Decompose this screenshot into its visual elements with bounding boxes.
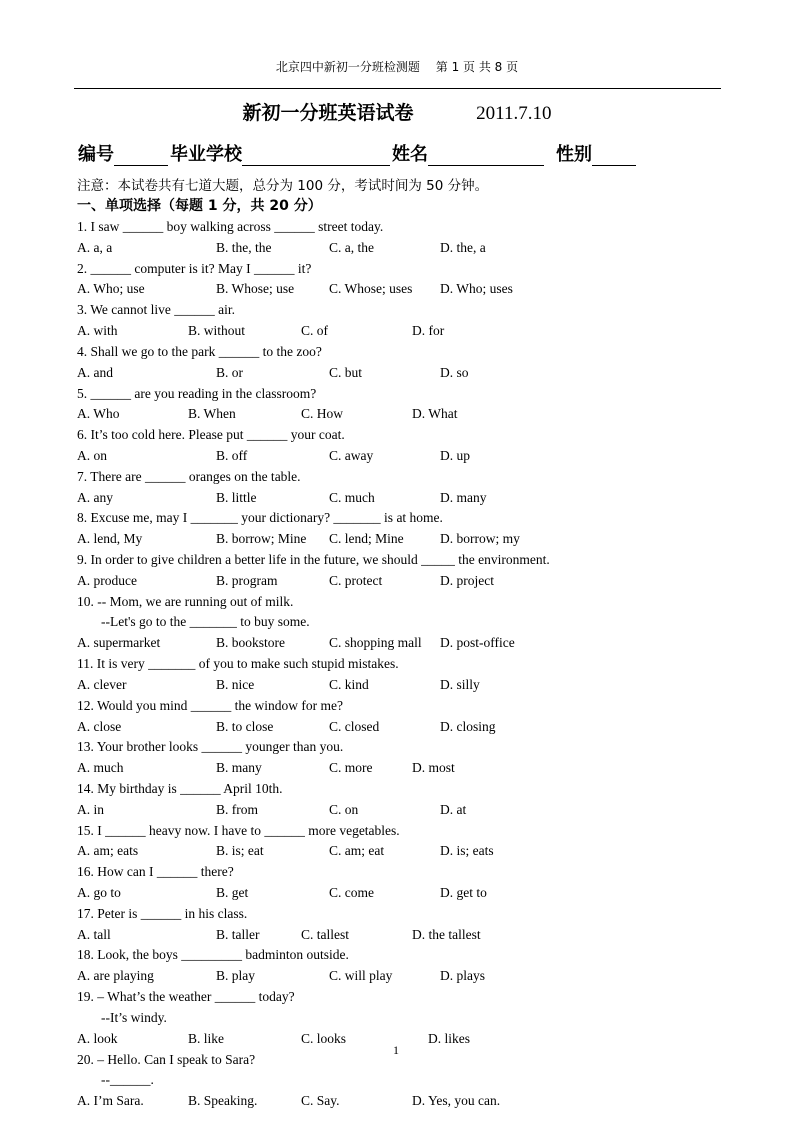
question-options: [77, 758, 737, 779]
page-number: 1: [393, 1043, 399, 1057]
question-options: [77, 966, 737, 987]
question-options: [77, 633, 737, 654]
option-d[interactable]: D. for: [412, 323, 445, 339]
option-b[interactable]: B. get: [216, 885, 249, 900]
option-a[interactable]: A. I’m Sara.: [77, 1093, 144, 1109]
option-d[interactable]: D. likes: [428, 1030, 470, 1046]
option-d[interactable]: D. most: [412, 760, 455, 776]
question-options: [77, 238, 737, 259]
option-a[interactable]: A. look: [77, 1030, 118, 1046]
paper-date: 2011.7.10: [476, 103, 552, 124]
option-d[interactable]: D. What: [412, 406, 458, 422]
option-c[interactable]: C. shopping mall: [329, 635, 422, 651]
option-b[interactable]: B. to close: [216, 718, 274, 734]
question-stem: 8. Excuse me, may I _______ your dictionary? _______ is at home.: [77, 510, 443, 526]
question-stem: 3. We cannot live ______ air.: [77, 302, 236, 318]
option-c[interactable]: C. will play: [329, 968, 393, 984]
question-options: [77, 841, 737, 862]
option-a[interactable]: A. on: [77, 447, 107, 463]
number-blank[interactable]: [114, 147, 168, 166]
number-label: 编号: [78, 144, 114, 165]
question-stem: 6. It’s too cold here. Please put ______ your coat.: [77, 427, 345, 443]
option-a[interactable]: A. lend, My: [77, 531, 143, 547]
option-a[interactable]: A. close: [77, 718, 122, 734]
question-options: [77, 800, 737, 821]
option-a[interactable]: A. with: [77, 323, 118, 339]
option-c[interactable]: C. come: [329, 885, 374, 900]
option-b[interactable]: B. without: [188, 323, 246, 339]
option-b[interactable]: B. borrow; Mine: [216, 531, 307, 547]
header-divider: [74, 88, 721, 89]
question-stem: 5. ______ are you reading in the classroom?: [77, 385, 317, 401]
option-a[interactable]: A. clever: [77, 676, 127, 692]
option-a[interactable]: A. any: [77, 489, 113, 505]
option-b[interactable]: B. like: [188, 1030, 224, 1046]
option-a[interactable]: A. Who; use: [77, 281, 145, 297]
option-b[interactable]: B. Speaking.: [188, 1093, 258, 1109]
option-b[interactable]: B. is; eat: [216, 843, 264, 859]
option-d[interactable]: D. Yes, you can.: [412, 1093, 501, 1109]
option-c[interactable]: C. kind: [329, 676, 369, 692]
school-blank[interactable]: [242, 147, 390, 166]
question-options: [77, 883, 737, 904]
question-options: [77, 279, 737, 300]
paper-title-text: 新初一分班英语试卷: [242, 102, 414, 124]
option-a[interactable]: A. and: [77, 364, 113, 380]
question-options: [77, 446, 737, 467]
question-dialog-line: --It’s windy.: [101, 1009, 167, 1025]
option-a[interactable]: A. Who: [77, 406, 120, 422]
option-a[interactable]: A. in: [77, 801, 104, 817]
gender-blank[interactable]: [592, 147, 636, 166]
option-d[interactable]: D. so: [440, 364, 469, 380]
question-options: [77, 717, 737, 738]
question-stem: 15. I ______ heavy now. I have to ______ more vegetables.: [77, 822, 400, 838]
option-c[interactable]: C. of: [301, 323, 328, 339]
option-b[interactable]: B. taller: [216, 926, 260, 942]
option-d[interactable]: D. up: [440, 447, 470, 463]
question-options: [77, 675, 737, 696]
option-c[interactable]: C. but: [329, 364, 363, 380]
option-a[interactable]: A. a, a: [77, 239, 113, 255]
option-a[interactable]: A. supermarket: [77, 635, 161, 651]
option-b[interactable]: B. or: [216, 364, 243, 380]
question-stem: 20. – Hello. Can I speak to Sara?: [77, 1051, 256, 1067]
question-stem: 7. There are ______ oranges on the table.: [77, 468, 301, 484]
question-stem: 12. Would you mind ______ the window for me?: [77, 697, 344, 713]
option-d[interactable]: D. the, a: [440, 239, 486, 255]
question-stem: 18. Look, the boys _________ badminton outside.: [77, 947, 349, 963]
question-stem: 9. In order to give children a better life in the future, we should _____ the environment.: [77, 552, 550, 567]
option-d[interactable]: D. Who; uses: [440, 281, 513, 297]
option-c[interactable]: C. How: [301, 406, 344, 422]
question-dialog-line: --Let's go to the _______ to buy some.: [101, 614, 310, 630]
question-options: [77, 363, 737, 384]
paper-title: [0, 98, 794, 125]
option-b[interactable]: B. When: [188, 406, 236, 422]
option-d[interactable]: D. at: [440, 801, 467, 817]
option-d[interactable]: D. many: [440, 489, 487, 505]
question-stem: 4. Shall we go to the park ______ to the zoo?: [77, 343, 322, 359]
question-dialog-line: --______.: [101, 1072, 154, 1088]
question-stem: 17. Peter is ______ in his class.: [77, 905, 248, 921]
header-page-label: 第 1 页 共 8 页: [435, 60, 519, 74]
question-stem: 2. ______ computer is it? May I ______ it?: [77, 260, 312, 276]
option-c[interactable]: C. closed: [329, 718, 380, 734]
option-b[interactable]: B. little: [216, 489, 257, 505]
option-a[interactable]: A. go to: [77, 885, 121, 900]
question-stem: 14. My birthday is ______ April 10th.: [77, 780, 283, 796]
option-c[interactable]: C. tallest: [301, 926, 349, 942]
option-c[interactable]: C. a, the: [329, 239, 374, 255]
option-c[interactable]: C. protect: [329, 572, 383, 588]
student-info-row: [78, 140, 638, 166]
option-b[interactable]: B. many: [216, 760, 262, 776]
option-c[interactable]: C. lend; Mine: [329, 531, 404, 547]
question-options: [77, 321, 737, 342]
question-options: [77, 1029, 737, 1050]
option-d[interactable]: D. borrow; my: [440, 531, 520, 547]
option-d[interactable]: D. closing: [440, 718, 496, 734]
option-a[interactable]: A. am; eats: [77, 843, 139, 859]
question-options: [77, 1091, 737, 1112]
exam-notice: 注意：本试卷共有七道大题，总分为 100 分，考试时间为 50 分钟。: [77, 178, 489, 194]
option-b[interactable]: B. the, the: [216, 239, 272, 255]
option-d[interactable]: D. get to: [440, 885, 487, 900]
option-b[interactable]: B. Whose; use: [216, 281, 295, 297]
option-d[interactable]: D. the tallest: [412, 926, 481, 942]
option-a[interactable]: A. much: [77, 760, 124, 776]
question-options: [77, 488, 737, 509]
question-stem: 16. How can I ______ there?: [77, 864, 234, 880]
question-stem: 19. – What’s the weather ______ today?: [77, 989, 295, 1005]
option-d[interactable]: D. silly: [440, 676, 480, 692]
option-d[interactable]: D. plays: [440, 968, 485, 984]
header-exam-name: 北京四中新初一分班检测题: [275, 60, 420, 74]
school-label: 毕业学校: [170, 144, 242, 165]
question-options: [77, 404, 737, 425]
question-stem: 13. Your brother looks ______ younger than you.: [77, 739, 344, 755]
option-c[interactable]: C. on: [329, 801, 359, 817]
option-d[interactable]: D. post-office: [440, 635, 515, 651]
question-stem: 1. I saw ______ boy walking across ______ street today.: [77, 219, 384, 234]
page-header: [0, 58, 794, 75]
option-c[interactable]: C. Whose; uses: [329, 281, 413, 297]
name-blank[interactable]: [428, 147, 544, 166]
option-a[interactable]: A. tall: [77, 926, 111, 942]
option-c[interactable]: C. away: [329, 447, 374, 463]
question-list: [77, 217, 737, 1112]
option-b[interactable]: B. bookstore: [216, 635, 285, 651]
question-options: [77, 571, 737, 592]
option-c[interactable]: C. Say.: [301, 1093, 340, 1109]
name-label: 姓名: [392, 144, 428, 165]
option-b[interactable]: B. from: [216, 801, 258, 817]
option-a[interactable]: A. are playing: [77, 968, 154, 984]
option-c[interactable]: C. more: [329, 760, 373, 776]
option-b[interactable]: B. play: [216, 968, 255, 984]
option-d[interactable]: D. is; eats: [440, 843, 494, 859]
option-c[interactable]: C. much: [329, 489, 375, 505]
option-d[interactable]: D. project: [440, 572, 494, 588]
section-title: 一、单项选择（每题 1 分，共 20 分）: [77, 198, 322, 214]
option-b[interactable]: B. nice: [216, 676, 255, 692]
option-c[interactable]: C. looks: [301, 1030, 347, 1046]
option-b[interactable]: B. program: [216, 572, 278, 588]
gender-label: 性别: [556, 144, 592, 165]
option-b[interactable]: B. off: [216, 447, 248, 463]
question-options: [77, 925, 737, 946]
question-stem: 10. -- Mom, we are running out of milk.: [77, 593, 294, 609]
question-stem: 11. It is very _______ of you to make such stupid mistakes.: [77, 656, 399, 672]
option-c[interactable]: C. am; eat: [329, 843, 385, 859]
question-options: [77, 529, 737, 550]
option-a[interactable]: A. produce: [77, 572, 137, 588]
